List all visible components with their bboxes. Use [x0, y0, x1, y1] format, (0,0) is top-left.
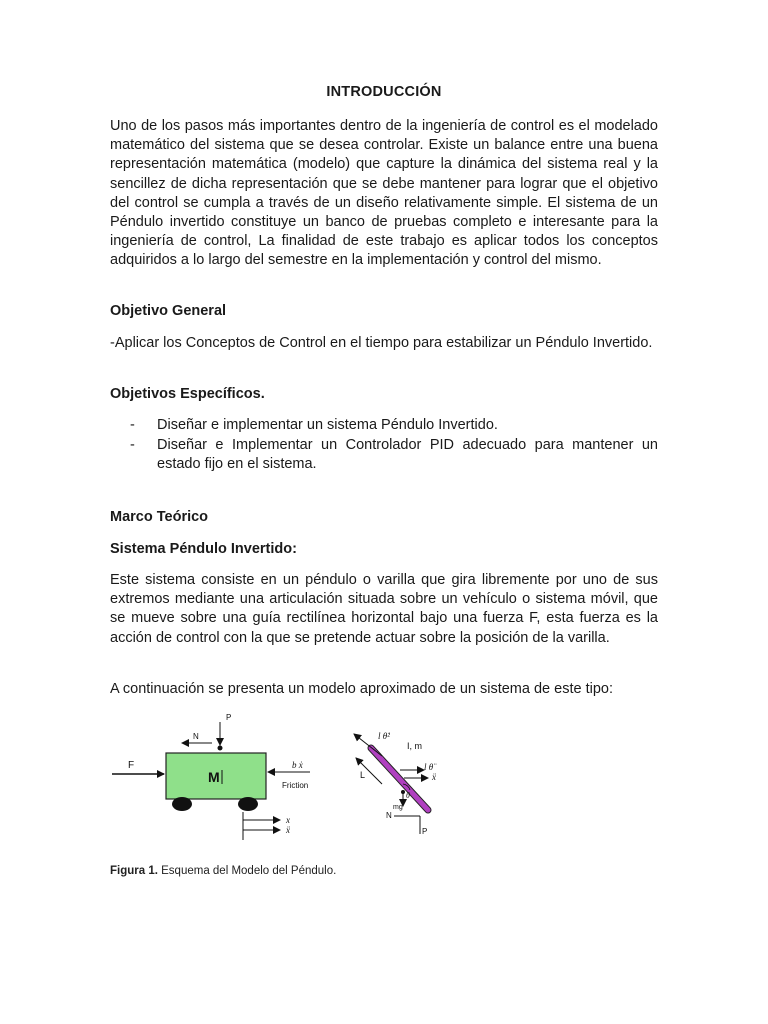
bullet-dash: - — [130, 437, 135, 454]
cart-label: M — [208, 769, 220, 785]
friction-label: Friction — [282, 781, 309, 790]
mg-label: mg — [393, 804, 403, 811]
figure-intro-text: A continuación se presenta un modelo aproximado de un sistema de este tipo: — [110, 681, 613, 697]
xdd-label: ẍ — [286, 825, 290, 835]
objetivos-especificos-list — [110, 416, 658, 476]
sistema-pendulo-heading: Sistema Péndulo Invertido: — [110, 541, 297, 557]
pendulum-diagram — [110, 712, 454, 852]
list-item-text: Diseñar e implementar un sistema Péndulo Invertido. — [157, 417, 498, 433]
list-item-text: Diseñar e Implementar un Controlador PID adecuado para mantener un estado fijo en el sistema. — [157, 437, 658, 473]
normal-label: N — [193, 732, 199, 741]
p-label: P — [226, 713, 232, 722]
cart-wheel-left — [172, 797, 192, 811]
force-label: F — [128, 760, 135, 771]
marco-teorico-heading: Marco Teórico — [110, 509, 209, 525]
cart-wheel-right — [238, 797, 258, 811]
list-item — [110, 436, 658, 474]
damping-label: b ẋ — [292, 760, 303, 770]
list-item — [110, 416, 658, 435]
theta-dot-sq-label: l θ̇² — [378, 731, 390, 741]
pendulum-p-label: P — [422, 827, 428, 836]
pendulum-xdd-label: ẍ — [432, 772, 436, 782]
sistema-pendulo-text: Este sistema consiste en un péndulo o varilla que gira libremente por uno de sus extremos mediante una articulación situada sobre un vehículo o sistema móvil, que se mueve sobre una guía rectilínea horizontal bajo una fuerza F, esta fuerza es la acción de control con la que se pretende actuar sobre la posición de la varilla. — [110, 572, 658, 646]
intro-paragraph: Uno de los pasos más importantes dentro de la ingeniería de control es el modelado matemático del sistema que se desea controlar. Existe un balance entre una buena representación matemática (modelo) que capture la dinámica del sistema real y la sencillez de dicha representación que se debe mantener para lograr que el objetivo del control se cumpla a través de un diseño relativamente simple. El sistema de un Péndulo invertido constituye un banco de pruebas completo e interesante para la ingeniería de control, La finalidad de este trabajo es aplicar todos los conceptos adquiridos a lo largo del semestre en la implementación y control del mismo. — [110, 118, 658, 269]
pendulum-n-label: N — [386, 811, 392, 820]
theta-dd-label: l θ̈ — [424, 762, 434, 772]
x-label: x — [286, 815, 290, 825]
caption-text: Esquema del Modelo del Péndulo. — [157, 865, 337, 877]
pendulum-figure — [110, 712, 454, 852]
bullet-dash: - — [130, 417, 135, 433]
caption-label: Figura 1. — [110, 865, 158, 877]
length-label: L — [360, 770, 366, 780]
objetivo-general-text: -Aplicar los Conceptos de Control en el tiempo para estabilizar un Péndulo Invertido. — [110, 335, 653, 351]
pendulum-mass-label: I, m — [407, 741, 422, 751]
objetivos-especificos-heading: Objetivos Específicos. — [110, 386, 265, 402]
page-title: INTRODUCCIÓN — [326, 84, 442, 100]
theta-label: θ — [406, 791, 410, 800]
objetivo-general-heading: Objetivo General — [110, 303, 227, 319]
figure-caption — [110, 865, 336, 877]
